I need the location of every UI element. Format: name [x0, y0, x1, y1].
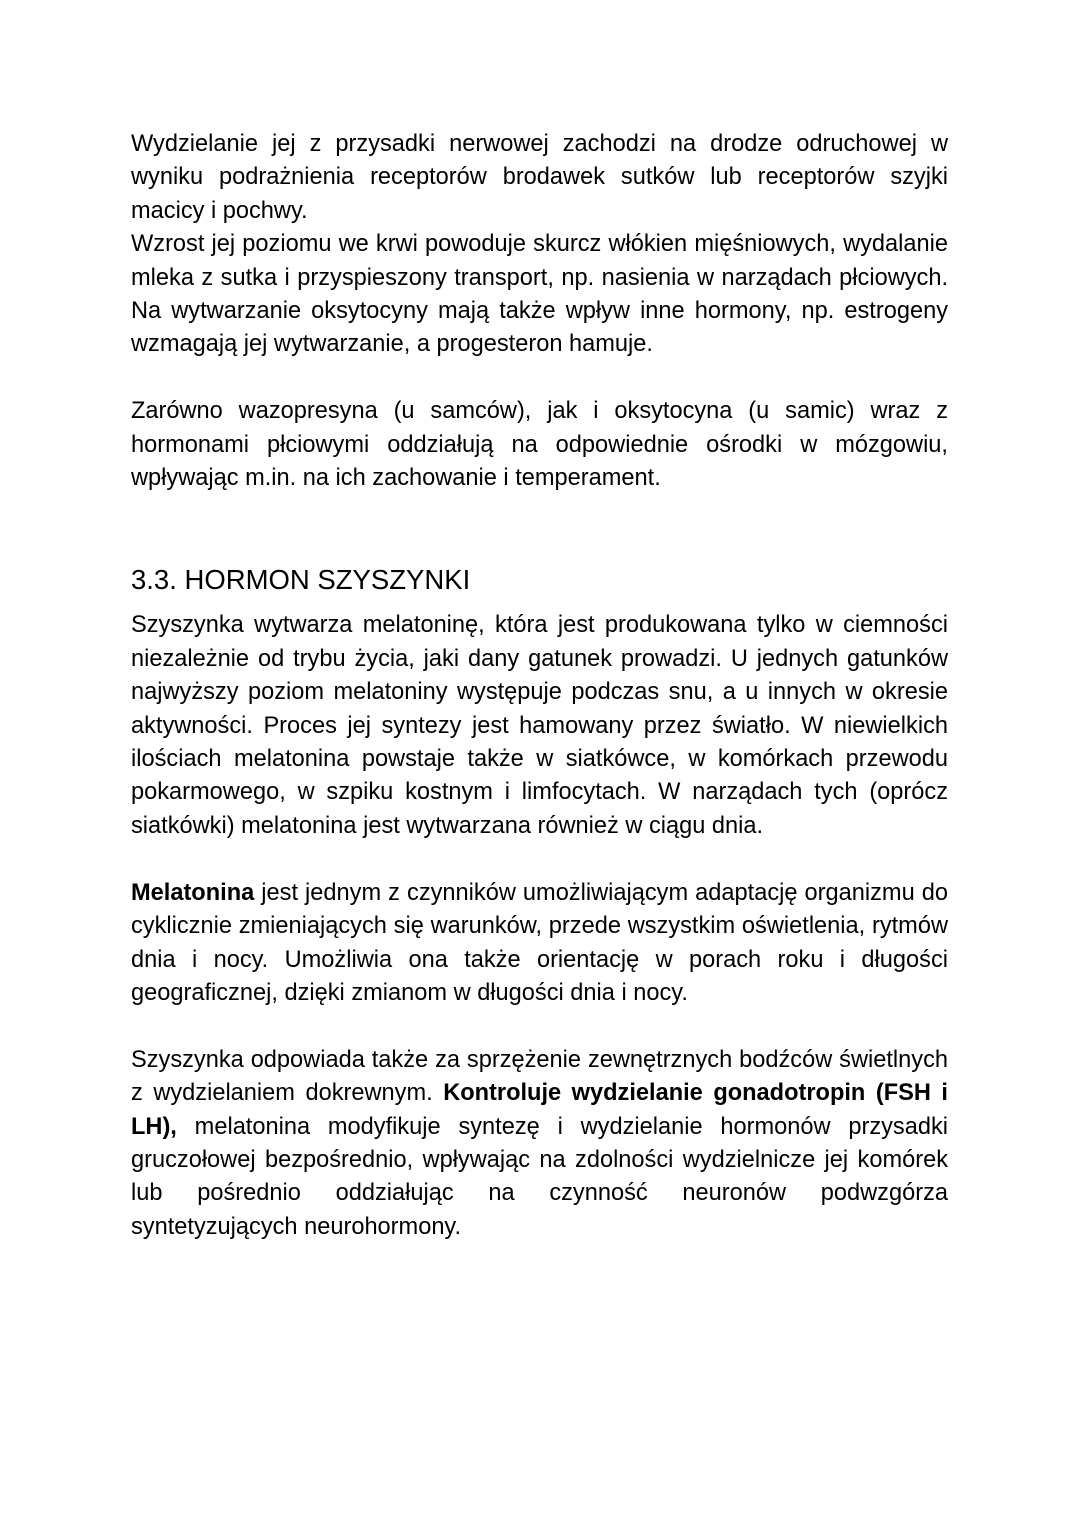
paragraph-melatonin-adaptation: [131, 877, 948, 1011]
spacer: [131, 495, 948, 561]
paragraph-secretion: Wydzielanie jej z przysadki nerwowej zachodzi na drodze odruchowej w wyniku podrażnienia receptorów brodawek sutków lub receptorów szyjki macicy i pochwy.: [131, 131, 948, 224]
section-heading: 3.3. HORMON SZYSZYNKI: [131, 564, 471, 596]
paragraph-text: Szyszynka odpowiada także za sprzężenie zewnętrznych bodźców świetlnych z wydzielaniem dokrewnym.: [131, 1046, 948, 1107]
paragraph-pineal-melatonin: Szyszynka wytwarza melatoninę, która jest produkowana tylko w ciemności niezależnie od trybu życia, jaki dany gatunek prowadzi. U jednych gatunków najwyższy poziom melatoniny występuje podczas snu, a u innych w okresie aktywności. Proces jej syntezy jest hamowany przez światło. W niewielkich ilościach melatonina powstaje także w siatkówce, w komórkach przewodu pokarmowego, w szpiku kostnym i limfocytach. W narządach tych (oprócz siatkówki) melatonina jest wytwarzana również w ciągu dnia.: [131, 612, 948, 839]
spacer: [131, 843, 948, 876]
paragraph-text: melatonina modyfikuje syntezę i wydzielanie hormonów przysadki gruczołowej bezpośrednio, wpływając na zdolności wydzielnicze jej komórek lub pośrednio oddziałując na czynność neuronów podwzgórza syntetyzujących neurohormony.: [131, 1113, 948, 1240]
document-page: [131, 128, 948, 1244]
paragraph-gonadotropins: [131, 1044, 948, 1244]
paragraph-effects: Wzrost jej poziomu we krwi powoduje skurcz włókien mięśniowych, wydalanie mleka z sutka i przyspieszony transport, np. nasienia w narządach płciowych. Na wytwarzanie oksytocyny mają także wpływ inne hormony, np. estrogeny wzmagają jej wytwarzanie, a progesteron hamuje.: [131, 231, 948, 358]
paragraph-behavior: Zarówno wazopresyna (u samców), jak i oksytocyna (u samic) wraz z hormonami płciowymi oddziałują na odpowiednie ośrodki w mózgowiu, wpływając m.in. na ich zachowanie i temperament.: [131, 398, 948, 492]
bold-term-melatonina: Melatonina: [131, 879, 255, 906]
bold-phrase-gonadotropins: Kontroluje wydzielanie gonadotropin (FSH i LH),: [131, 1080, 948, 1140]
spacer: [131, 1010, 948, 1043]
spacer: [131, 362, 948, 395]
paragraph-text: jest jednym z czynników umożliwiającym adaptację organizmu do cyklicznie zmieniających się warunków, przede wszystkim oświetlenia, rytmów dnia i nocy. Umożliwia ona także orientację w porach roku i długości geograficznej, dzięki zmianom w długości dnia i nocy.: [131, 879, 948, 1006]
